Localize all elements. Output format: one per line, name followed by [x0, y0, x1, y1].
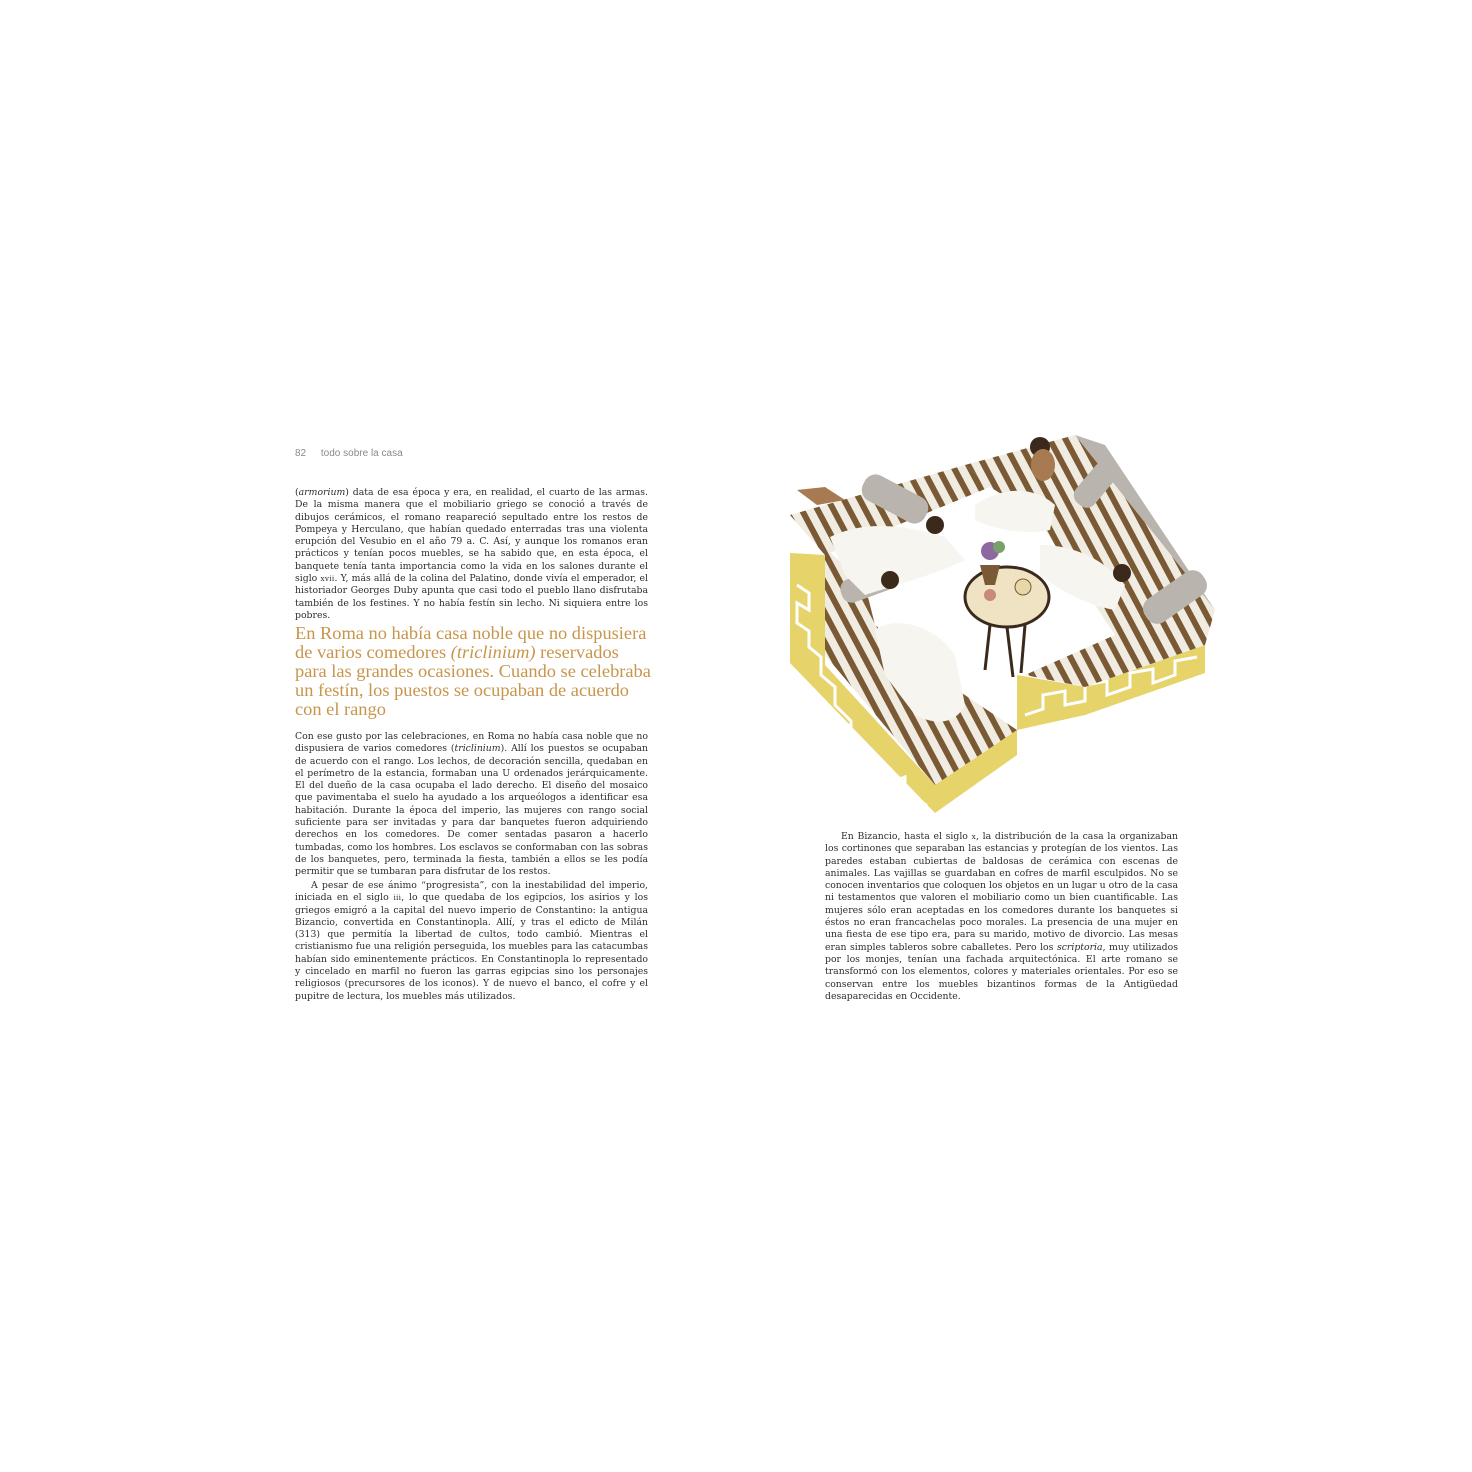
running-header: [295, 448, 403, 459]
text-run: ). Allí los puestos se ocupaban de acuerdo con el rango. Los lechos, de decoración sencilla, quedaban en el perímetro de la estancia, formaban una U ordenados jerárquicamente. El del dueño de la casa ocupaba el lado derecho. El diseño del mosaico que pavimentaba el suelo ha ayudado a los arqueólogos a identificar esa habitación. Durante la época del imperio, las mujeres con rango social suficiente para ser invitadas y para dar banquetes fueron adquiriendo derechos en los comedores. De comer sentadas pasaron a hacerlo tumbadas, como los hombres. Los esclavos se conformaban con las sobras de los banquetes, pero, terminada la fiesta, también a ellos se les podía permitir que se tumbaran para disfrutar de los restos.: [295, 743, 648, 878]
text-run: Con ese gusto por las celebraciones, en Roma no había casa noble que no dispusiera de varios comedores (: [295, 731, 648, 755]
term-scriptoria: scriptoria: [1056, 941, 1103, 953]
pull-quote: [295, 624, 655, 719]
text-run: , muy utilizados por los monjes, tenían una fachada arquitectónica. El arte romano se transformó con los elementos, colores y materiales orientales. Por eso se conservan entre los muebles bizantinos formas de la Antigüedad desaparecidas en Occidente.: [825, 941, 1179, 1002]
running-title: todo sobre la casa: [320, 448, 403, 459]
left-paragraph-2: [295, 731, 648, 879]
left-paragraph-3: [295, 880, 648, 1003]
text-run: En Roma no había casa noble que no dispusiera de varios comedores: [295, 623, 647, 662]
text-run: En Bizancio, hasta el siglo: [841, 831, 972, 842]
banquet-table: [965, 541, 1049, 677]
term-armorium: armorium: [298, 487, 346, 498]
century-numeral: x: [971, 832, 977, 841]
term-triclinium: (triclinium): [450, 642, 536, 662]
page-number: 82: [295, 448, 307, 459]
text-run: , la distribución de la casa la organizaban los cortinones que separaban las estancias y protegían de los vientos. Las paredes estaban cubiertas de baldosas de cerámica con escenas de animales. Las vajillas se guardaban en cofres de marfil esculpidos. No se conocen inventarios que coloquen los objetos en un lugar u otro de la casa ni testamentos que valoren el mobiliario como un bien cuantificable. Las mujeres sólo eran aceptadas en los comedores durante los banquetes si éstos no eran francachelas poco morales. La presencia de una mujer en una fiesta de ese tipo era, para su marido, motivo de divorcio. Las mesas eran simples tableros sobre caballetes. Pero los: [825, 831, 1178, 953]
century-numeral: xvii: [320, 574, 335, 584]
text-run: ) data de esa época y era, en realidad, el cuarto de las armas. De la misma manera que el mobiliario griego se conoció a través de dibujos cerámicos, el romano reapareció sepultado entre los restos de Pompeya y Herculano, que habían quedado enterradas tras una violenta erupción del Vesubio en el año 79 a. C. Así, y aunque los romanos eran prácticos y tenían pocos muebles, se ha sabido que, en esta época, el banquete tenía tanta importancia como la vida en los salones durante el siglo: [295, 487, 648, 585]
text-run: , lo que quedaba de los egipcios, los asirios y los griegos emigró a la capital del nuevo imperio de Constantino: la antigua Bizancio, convertida en Constantinopla. Allí, y tras el edicto de Milán (313) que permitía la libertad de cultos, todo cambió. Mientras el cristianismo fue una religión perseguida, los muebles para las catacumbas habían sido eminentemente prácticos. En Constantinopla lo representado y cincelado en marfil no fueron las garras egipcias sino los personajes religiosos (precursores de los iconos). Y de nuevo el banco, el cofre y el pupitre de lectura, los muebles más utilizados.: [295, 892, 648, 1002]
right-paragraph-1: [825, 831, 1178, 1003]
century-numeral: iii: [393, 893, 402, 903]
triclinium-banquet-illustration: [785, 425, 1215, 820]
text-run: . Y, más allá de la colina del Palatino, donde vivía el emperador, el historiador Georges Duby apunta que casi todo el pueblo llano disfrutaba también de los festines. Y no había festín sin lecho. Ni siquiera entre los pobres.: [295, 573, 648, 621]
left-paragraph-1: (armorium) data de esa época y era, en realidad, el cuarto de las armas. De la misma manera que el mobiliario griego se conoció a través de dibujos cerámicos, el romano reapareció sepultado entre los restos de Pompeya y Herculano, que habían quedado enterradas tras una violenta erupción del Vesubio en el año 79 a. C. Así, y aunque los romanos eran prácticos y tenían pocos muebles, se ha sabido que, en esta época, el banquete tenía tanta importancia como la vida en los salones durante el siglo xvii. Y, más allá de la colina del Palatino, donde vivía el emperador, el historiador Georges Duby apunta que casi todo el pueblo llano disfrutaba también de los festines. Y no había festín sin lecho. Ni siquiera entre los pobres.: [295, 487, 648, 621]
term-triclinium: triclinium: [454, 743, 501, 755]
text-run: A pesar de ese ánimo “progresista”, con la inestabilidad del imperio, iniciada en el siglo: [295, 880, 648, 904]
text-run: reservados para las grandes ocasiones. Cuando se celebraba un festín, los puestos se ocupaban de acuerdo con el rango: [295, 642, 651, 719]
